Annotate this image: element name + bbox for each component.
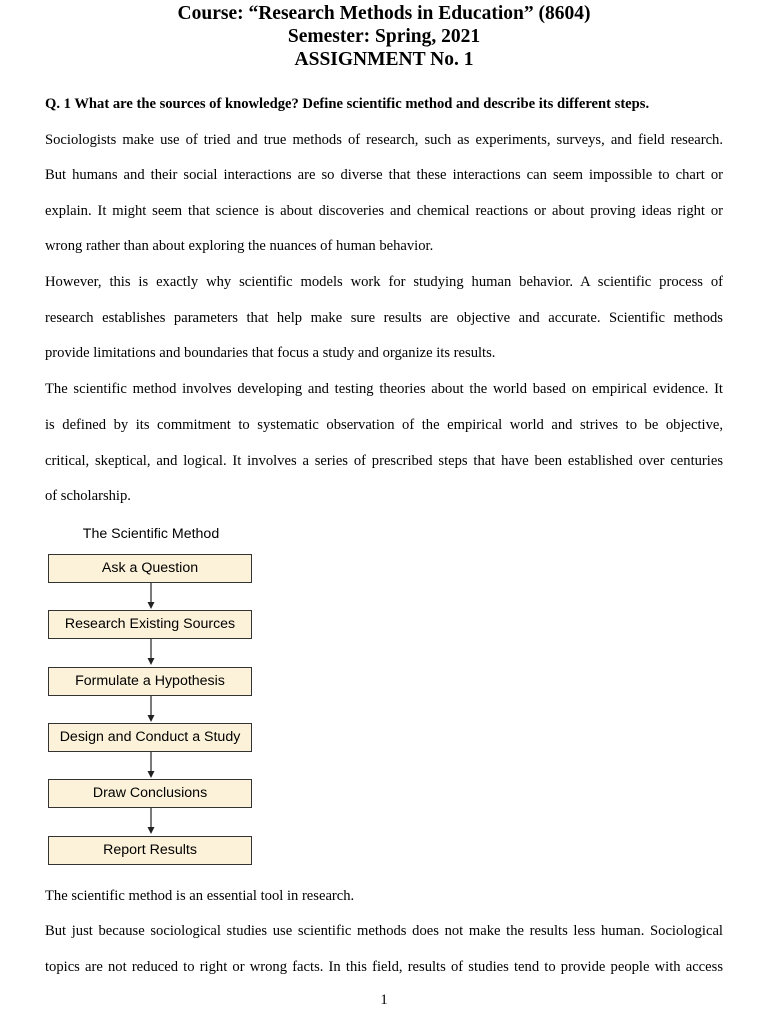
document-header <box>0 2 768 71</box>
flow-step-research-sources: Research Existing Sources <box>48 610 252 639</box>
down-arrow-icon <box>146 639 156 666</box>
paragraph1-line: explain. It might seem that science is about discoveries and chemical reactions or about proving ideas right or <box>45 203 723 219</box>
paragraph3-line: of scholarship. <box>45 488 131 504</box>
course-title: Course: “Research Methods in Education” (8604) <box>177 3 591 24</box>
assignment-title: ASSIGNMENT No. 1 <box>294 49 474 70</box>
flowchart-title: The Scientific Method <box>82 526 220 542</box>
flow-step-formulate-hypothesis: Formulate a Hypothesis <box>48 667 252 696</box>
paragraph3-line: critical, skeptical, and logical. It involves a series of prescribed steps that have been established over centuries <box>45 453 723 469</box>
paragraph4-line: topics are not reduced to right or wrong facts. In this field, results of studies tend to provide people with access <box>45 959 723 975</box>
page-number: 1 <box>380 992 388 1008</box>
paragraph2-line: However, this is exactly why scientific models work for studying human behavior. A scientific process of <box>45 274 723 290</box>
flow-step-report-results: Report Results <box>48 836 252 865</box>
paragraph3-line: is defined by its commitment to systematic observation of the empirical world and strives to be objective, <box>45 417 723 433</box>
paragraph1-line: wrong rather than about exploring the nuances of human behavior. <box>45 238 434 254</box>
question-heading: Q. 1 What are the sources of knowledge? Define scientific method and describe its different steps. <box>45 96 650 112</box>
paragraph1-line: But humans and their social interactions are so diverse that these interactions can seem impossible to chart or <box>45 167 723 183</box>
paragraph2-line: provide limitations and boundaries that focus a study and organize its results. <box>45 345 496 361</box>
semester-line: Semester: Spring, 2021 <box>287 26 481 47</box>
down-arrow-icon <box>146 752 156 779</box>
paragraph4-line: But just because sociological studies use scientific methods does not make the results less human. Sociological <box>45 923 723 939</box>
flow-step-ask-question: Ask a Question <box>48 554 252 583</box>
flow-step-design-study: Design and Conduct a Study <box>48 723 252 752</box>
flow-step-draw-conclusions: Draw Conclusions <box>48 779 252 808</box>
caption-line: The scientific method is an essential tool in research. <box>45 888 355 904</box>
down-arrow-icon <box>146 696 156 723</box>
paragraph1-line: Sociologists make use of tried and true methods of research, such as experiments, surveys, and field research. <box>45 132 723 148</box>
paragraph2-line: research establishes parameters that help make sure results are objective and accurate. Scientific methods <box>45 310 723 326</box>
paragraph3-line: The scientific method involves developing and testing theories about the world based on empirical evidence. It <box>45 381 723 397</box>
down-arrow-icon <box>146 583 156 610</box>
down-arrow-icon <box>146 808 156 835</box>
